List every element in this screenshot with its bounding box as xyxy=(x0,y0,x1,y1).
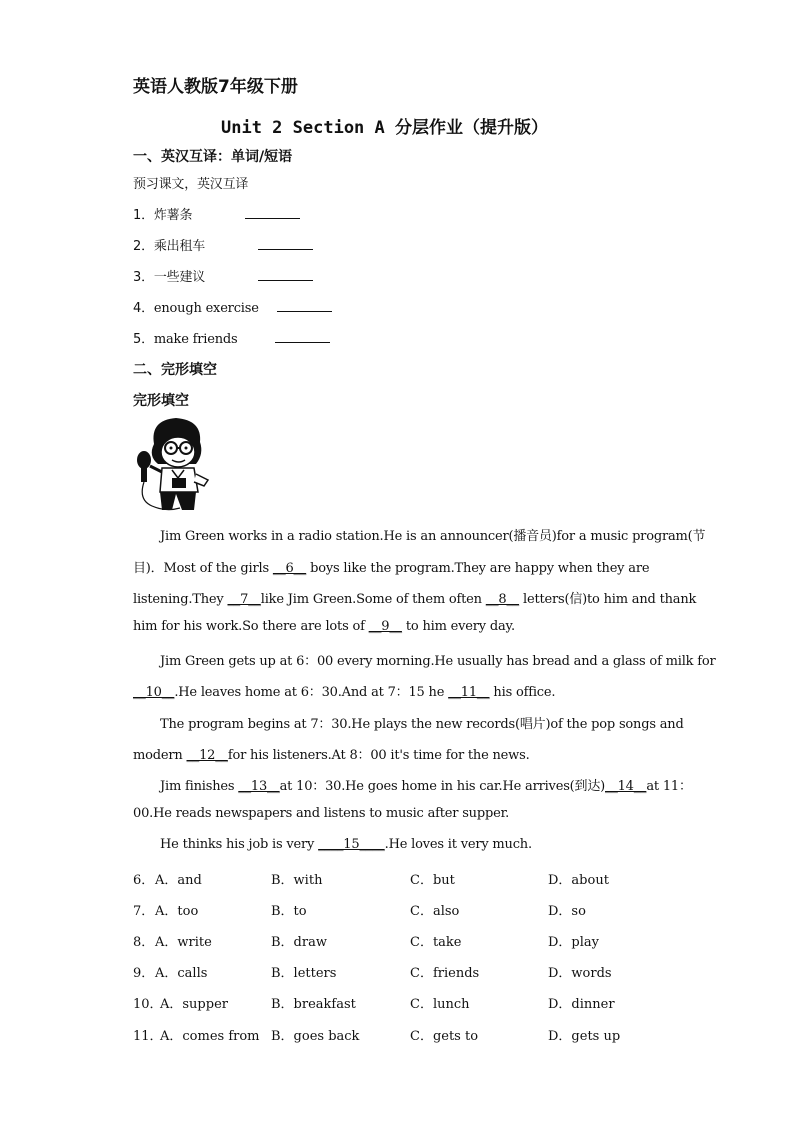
option-d[interactable]: D．about xyxy=(548,873,609,888)
answer-blank[interactable] xyxy=(275,328,330,343)
blank-11[interactable]: __11__ xyxy=(448,685,490,700)
option-d[interactable]: D．words xyxy=(548,966,612,981)
vocab-item: 3．一些建议 xyxy=(133,270,206,285)
passage-line: Jim Green works in a radio station.He is an announcer(播音员)for a music program(节 xyxy=(160,529,706,544)
option-c[interactable]: C．also xyxy=(410,904,460,919)
vocab-item: 1．炸薯条 xyxy=(133,208,193,223)
question-number: 6． xyxy=(133,873,155,888)
vocab-item: 4．enough exercise xyxy=(133,301,259,316)
page-title: Unit 2 Section A 分层作业（提升版） xyxy=(221,118,548,138)
section2-subheading: 完形填空 xyxy=(133,393,189,409)
option-a[interactable]: A．supper xyxy=(160,997,228,1012)
option-b[interactable]: B．letters xyxy=(271,966,337,981)
question-number: 10． xyxy=(133,997,163,1012)
option-b[interactable]: B．draw xyxy=(271,935,327,950)
answer-blank[interactable] xyxy=(258,235,313,250)
question-number: 8． xyxy=(133,935,155,950)
blank-10[interactable]: __10__ xyxy=(133,685,175,700)
vocab-item: 5．make friends xyxy=(133,332,238,347)
option-d[interactable]: D．play xyxy=(548,935,599,950)
passage-line: him for his work.So there are lots of __9__ to him every day. xyxy=(133,619,515,634)
blank-14[interactable]: __14__ xyxy=(605,779,647,794)
blank-13[interactable]: __13__ xyxy=(238,779,280,794)
passage-line: Jim Green gets up at 6：00 every morning.He usually has bread and a glass of milk for xyxy=(160,654,716,669)
answer-blank[interactable] xyxy=(277,297,332,312)
question-number: 9． xyxy=(133,966,155,981)
option-b[interactable]: B．with xyxy=(271,873,323,888)
option-b[interactable]: B．breakfast xyxy=(271,997,356,1012)
blank-8[interactable]: __8__ xyxy=(485,592,520,607)
blank-7[interactable]: __7__ xyxy=(227,592,261,607)
option-c[interactable]: C．lunch xyxy=(410,997,470,1012)
book-title: 英语人教版7年级下册 xyxy=(133,77,298,97)
option-c[interactable]: C．but xyxy=(410,873,455,888)
option-d[interactable]: D．dinner xyxy=(548,997,615,1012)
blank-6[interactable]: __6__ xyxy=(272,561,307,576)
passage-line: 目)．Most of the girls __6__ boys like the program.They are happy when they are xyxy=(133,561,650,576)
answer-blank[interactable] xyxy=(245,204,300,219)
vocab-item: 2．乘出租车 xyxy=(133,239,206,254)
answer-blank[interactable] xyxy=(258,266,313,281)
section1-heading: 一、英汉互译：单词/短语 xyxy=(133,149,293,165)
option-c[interactable]: C．gets to xyxy=(410,1029,479,1044)
passage-line: __10__.He leaves home at 6：30.And at 7：15 he __11__ his office. xyxy=(133,685,556,700)
section1-instruction: 预习课文，英汉互译 xyxy=(133,177,249,192)
option-d[interactable]: D．so xyxy=(548,904,586,919)
option-a[interactable]: A．calls xyxy=(155,966,208,981)
option-a[interactable]: A．too xyxy=(155,904,199,919)
section2-heading: 二、完形填空 xyxy=(133,362,217,378)
option-a[interactable]: A．write xyxy=(155,935,212,950)
passage-line: 00.He reads newspapers and listens to music after supper. xyxy=(133,806,510,821)
blank-9[interactable]: __9__ xyxy=(368,619,402,634)
blank-15[interactable]: ____15____ xyxy=(318,837,385,852)
passage-line: modern __12__for his listeners.At 8：00 it's time for the news. xyxy=(133,748,530,763)
option-a[interactable]: A．comes from xyxy=(160,1029,260,1044)
blank-12[interactable]: __12__ xyxy=(186,748,228,763)
passage-line: He thinks his job is very ____15____.He loves it very much. xyxy=(160,837,532,852)
option-a[interactable]: A．and xyxy=(155,873,202,888)
passage-line: listening.They __7__like Jim Green.Some of them often __8__ letters(信)to him and thank xyxy=(133,592,697,607)
cartoon-radio-announcer-icon xyxy=(132,414,212,514)
passage-line: The program begins at 7：30.He plays the new records(唱片)of the pop songs and xyxy=(160,717,684,732)
question-number: 7． xyxy=(133,904,155,919)
passage-line: Jim finishes __13__at 10：30.He goes home in his car.He arrives(到达)__14__at 11： xyxy=(160,779,692,794)
question-number: 11． xyxy=(133,1029,163,1044)
option-b[interactable]: B．to xyxy=(271,904,307,919)
option-c[interactable]: C．friends xyxy=(410,966,480,981)
option-d[interactable]: D．gets up xyxy=(548,1029,621,1044)
option-c[interactable]: C．take xyxy=(410,935,462,950)
option-b[interactable]: B．goes back xyxy=(271,1029,360,1044)
